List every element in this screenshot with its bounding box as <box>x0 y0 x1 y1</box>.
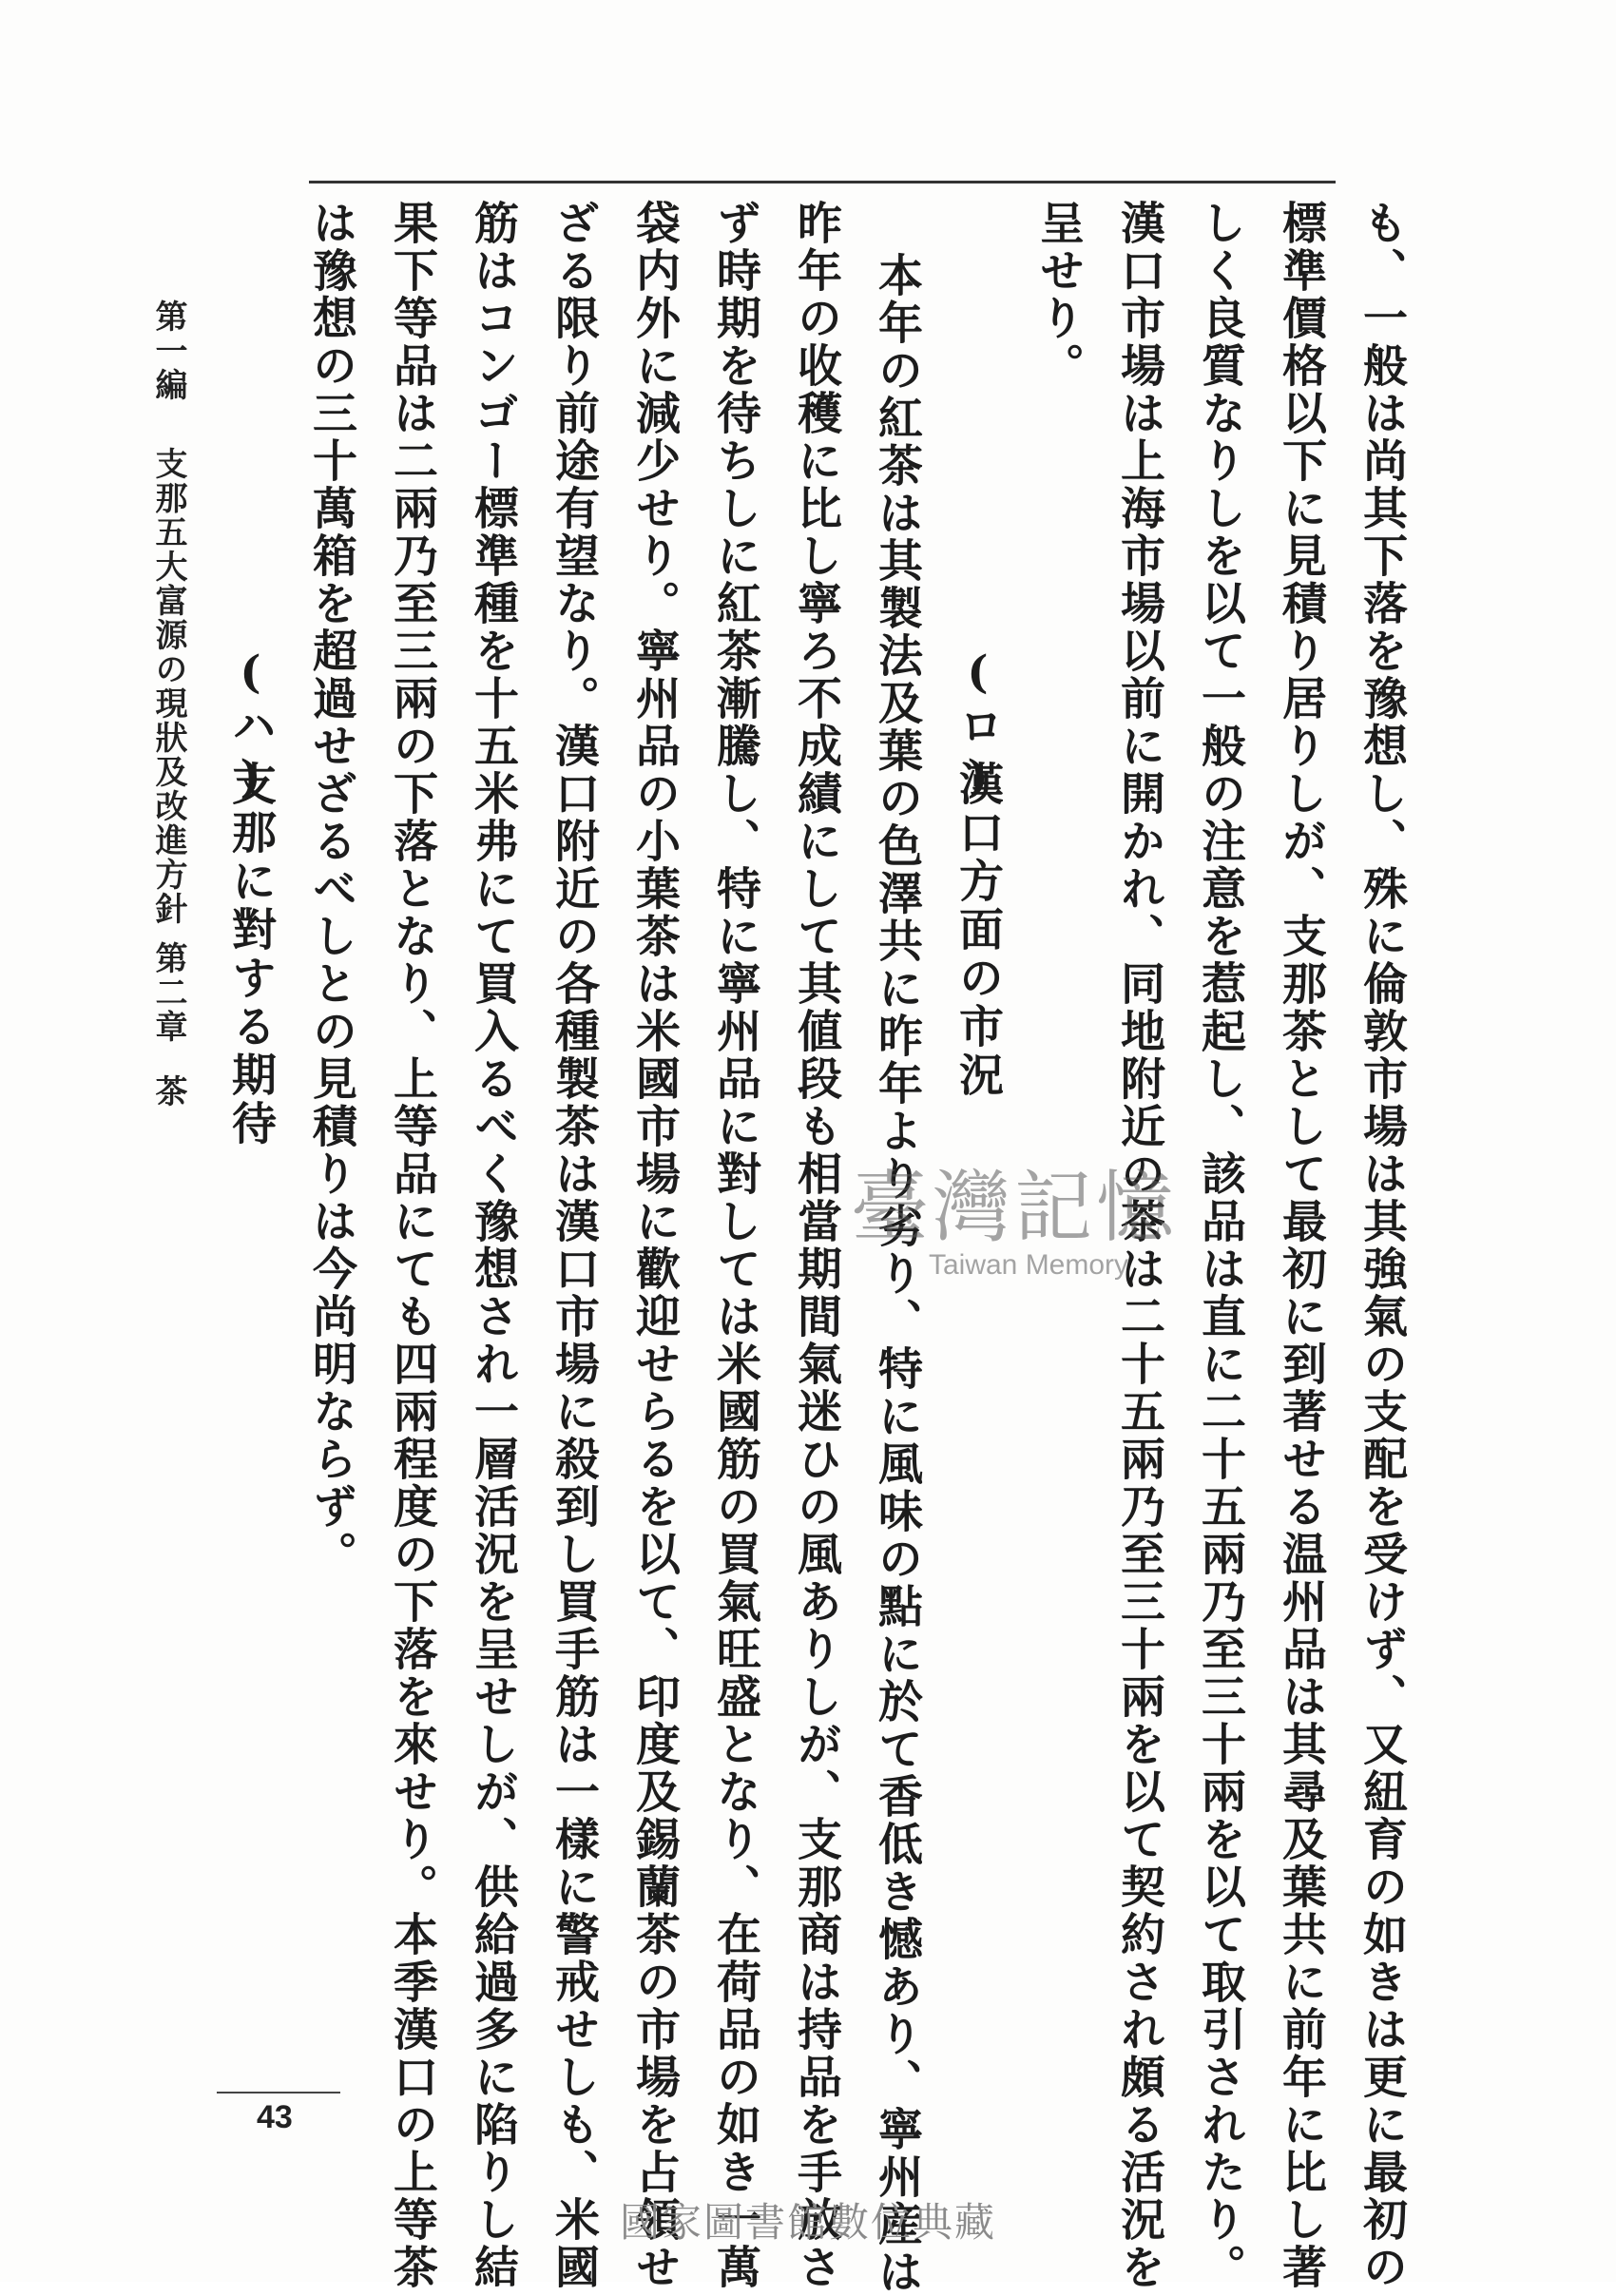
running-head-book-title: 支那五大富源の現狀及改進方針 <box>149 447 187 926</box>
text-column-11: 筋はコンゴー標準種を十五米弗にて買入るべく豫想され一層活況を呈せしが、供給過多に陷りし結 <box>467 200 519 2291</box>
section-ha-marker: (ハ) <box>224 646 277 807</box>
text-column-1: も、一般は尚其下落を豫想し、殊に倫敦市場は其強氣の支配を受けず、又紐育の如きは更に最初の <box>1356 200 1408 2291</box>
text-column-4: 漢口市場は上海市場以前に開かれ、同地附近の茶は二十五兩乃至三十兩を以て契約され頗る活況を <box>1113 200 1165 2291</box>
top-rule <box>309 181 1336 183</box>
section-ro-marker: (ロ) <box>952 646 1004 807</box>
section-ro-title: 漢口方面の市況 <box>952 761 1004 1100</box>
page-number-rule <box>217 2092 340 2093</box>
text-column-8: ず時期を待ちしに紅茶漸騰し、特に寧州品に對しては米國筋の買氣旺盛となり、在荷品の如き一萬 <box>709 200 761 2291</box>
text-column-9: 袋内外に減少せり。寧州品の小葉茶は米國市場に歡迎せらるを以て、印度及錫蘭茶の市場を占領せ <box>628 200 681 2291</box>
taiwan-memory-watermark <box>851 1146 1178 1282</box>
text-column-13: は豫想の三十萬箱を超過せざるべしとの見積りは今尚明ならず。 <box>305 200 357 1578</box>
text-column-10: ざる限り前途有望なり。漢口附近の各種製茶は漢口市場に殺到し買手筋は一樣に警戒せしも、米國 <box>548 200 600 2291</box>
text-column-3: しく良質なりしを以て一般の注意を惹起し、該品は直に二十五兩乃至三十兩を以て取引されたり。 <box>1194 200 1246 2291</box>
page-number: 43 <box>257 2099 293 2135</box>
running-head-chapter-title: 茶 <box>149 1074 187 1109</box>
watermark-english: Taiwan Memory <box>928 1249 1129 1281</box>
text-column-7: 昨年の收穫に比し寧ろ不成績にして其値段も相當期間氣迷ひの風ありしが、支那商は持品を手放さ <box>790 200 842 2291</box>
text-column-12: 果下等品は二兩乃至三兩の下落となり、上等品にても四兩程度の下落を來せり。本季漢口の上等茶 <box>386 200 438 2291</box>
text-column-5: 呈せり。 <box>1032 200 1085 390</box>
section-ha-title: 支那に對する期待 <box>224 761 277 1148</box>
running-head-chapter: 第二章 <box>149 941 187 1044</box>
footer-credit: 國家圖書館數位典藏 <box>619 2199 996 2246</box>
running-head-part: 第一編 <box>149 299 187 402</box>
text-column-2: 標準價格以下に見積り居りしが、支那茶として最初に到著せる温州品は其尋及葉共に前年に比し著 <box>1275 200 1327 2291</box>
text-column-6: 本年の紅茶は其製法及葉の色澤共に昨年より劣り、特に風味の點に於て香低き憾あり、寧州産は <box>871 252 923 2296</box>
watermark-chinese: 臺灣記憶 <box>851 1163 1179 1253</box>
